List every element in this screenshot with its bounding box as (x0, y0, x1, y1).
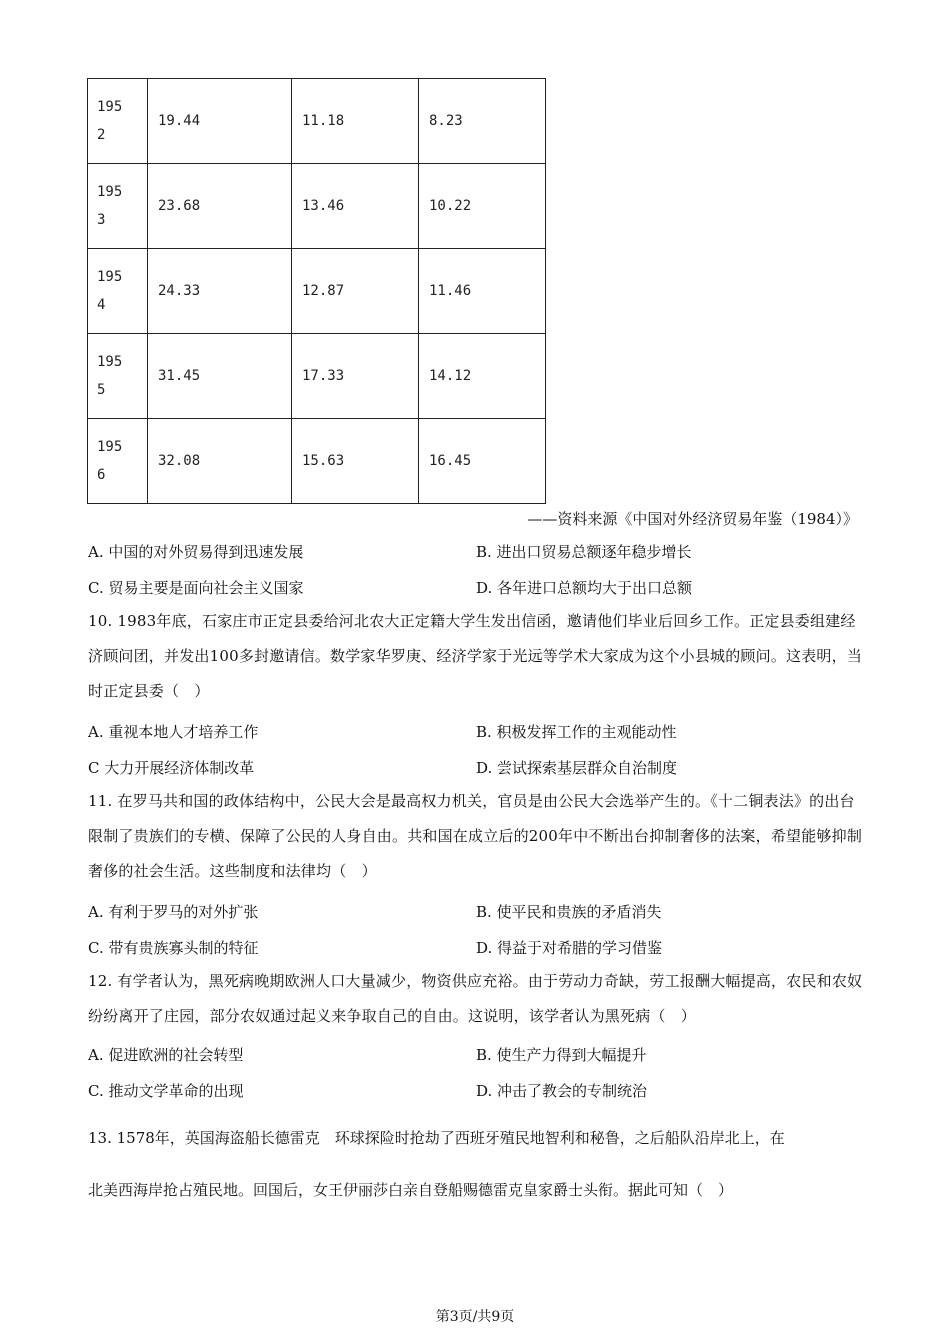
q10-option-a: A. 重视本地人才培养工作 (88, 723, 259, 741)
q12-option-a: A. 促进欧洲的社会转型 (88, 1046, 244, 1064)
year-cell: 195 5 (88, 334, 148, 419)
q11-option-b: B. 使平民和贵族的矛盾消失 (476, 903, 662, 921)
q10-option-d: D. 尝试探索基层群众自治制度 (476, 759, 678, 777)
year-cell: 195 3 (88, 164, 148, 249)
import-cell: 16.45 (419, 419, 546, 504)
total-cell: 32.08 (148, 419, 292, 504)
q10-option-b: B. 积极发挥工作的主观能动性 (476, 723, 677, 741)
table-source-citation: ——资料来源《中国对外经济贸易年鉴（1984）》 (527, 510, 858, 528)
total-cell: 31.45 (148, 334, 292, 419)
page-number-footer: 第3页/共9页 (435, 1309, 515, 1325)
q11-option-d: D. 得益于对希腊的学习借鉴 (476, 939, 663, 957)
table-row (88, 249, 546, 334)
q9-option-a: A. 中国的对外贸易得到迅速发展 (88, 543, 304, 561)
import-cell: 11.46 (419, 249, 546, 334)
table-row (88, 164, 546, 249)
import-cell: 14.12 (419, 334, 546, 419)
q10-stem: 10. 1983年底，石家庄市正定县委给河北农大正定籍大学生发出信函，邀请他们毕业后回乡工作。正定县委组建经济顾问团，并发出100多封邀请信。数学家华罗庚、经济学家于光远等学术大家成为这个小县城的顾问。这表明，当时正定县委（ ） (88, 612, 863, 700)
export-cell: 13.46 (292, 164, 419, 249)
export-cell: 15.63 (292, 419, 419, 504)
trade-data-table (87, 78, 546, 504)
q9-option-d: D. 各年进口总额均大于出口总额 (476, 579, 693, 597)
year-cell: 195 6 (88, 419, 148, 504)
export-cell: 12.87 (292, 249, 419, 334)
q13-stem-line-1: 13. 1578年，英国海盗船长德雷克 环球探险时抢劫了西班牙殖民地智利和秘鲁，之后船队沿岸北上，在 (88, 1129, 785, 1147)
table-row (88, 79, 546, 164)
total-cell: 24.33 (148, 249, 292, 334)
table-row (88, 334, 546, 419)
q13-stem-line-2: 北美西海岸抢占殖民地。回国后，女王伊丽莎白亲自登船赐德雷克皇家爵士头衔。据此可知（ ） (88, 1181, 734, 1199)
q12-option-b: B. 使生产力得到大幅提升 (476, 1046, 647, 1064)
table-row (88, 419, 546, 504)
import-cell: 10.22 (419, 164, 546, 249)
q9-option-b: B. 进出口贸易总额逐年稳步增长 (476, 543, 692, 561)
q9-option-c: C. 贸易主要是面向社会主义国家 (88, 579, 304, 597)
q11-stem: 11. 在罗马共和国的政体结构中，公民大会是最高权力机关，官员是由公民大会选举产生的。《十二铜表法》的出台限制了贵族们的专横、保障了公民的人身自由。共和国在成立后的200年中不断出台抑制奢侈的法案，希望能够抑制奢侈的社会生活。这些制度和法律均（ ） (88, 792, 863, 880)
total-cell: 19.44 (148, 79, 292, 164)
q10-option-c: C 大力开展经济体制改革 (88, 759, 255, 777)
q11-option-a: A. 有利于罗马的对外扩张 (88, 903, 259, 921)
year-cell: 195 2 (88, 79, 148, 164)
q12-option-c: C. 推动文学革命的出现 (88, 1082, 244, 1100)
q12-stem: 12. 有学者认为，黑死病晚期欧洲人口大量减少，物资供应充裕。由于劳动力奇缺，劳工报酬大幅提高，农民和农奴纷纷离开了庄园，部分农奴通过起义来争取自己的自由。这说明，该学者认为黑死病（ ） (88, 972, 863, 1025)
import-cell: 8.23 (419, 79, 546, 164)
export-cell: 17.33 (292, 334, 419, 419)
q11-option-c: C. 带有贵族寡头制的特征 (88, 939, 259, 957)
export-cell: 11.18 (292, 79, 419, 164)
total-cell: 23.68 (148, 164, 292, 249)
year-cell: 195 4 (88, 249, 148, 334)
q12-option-d: D. 冲击了教会的专制统治 (476, 1082, 648, 1100)
